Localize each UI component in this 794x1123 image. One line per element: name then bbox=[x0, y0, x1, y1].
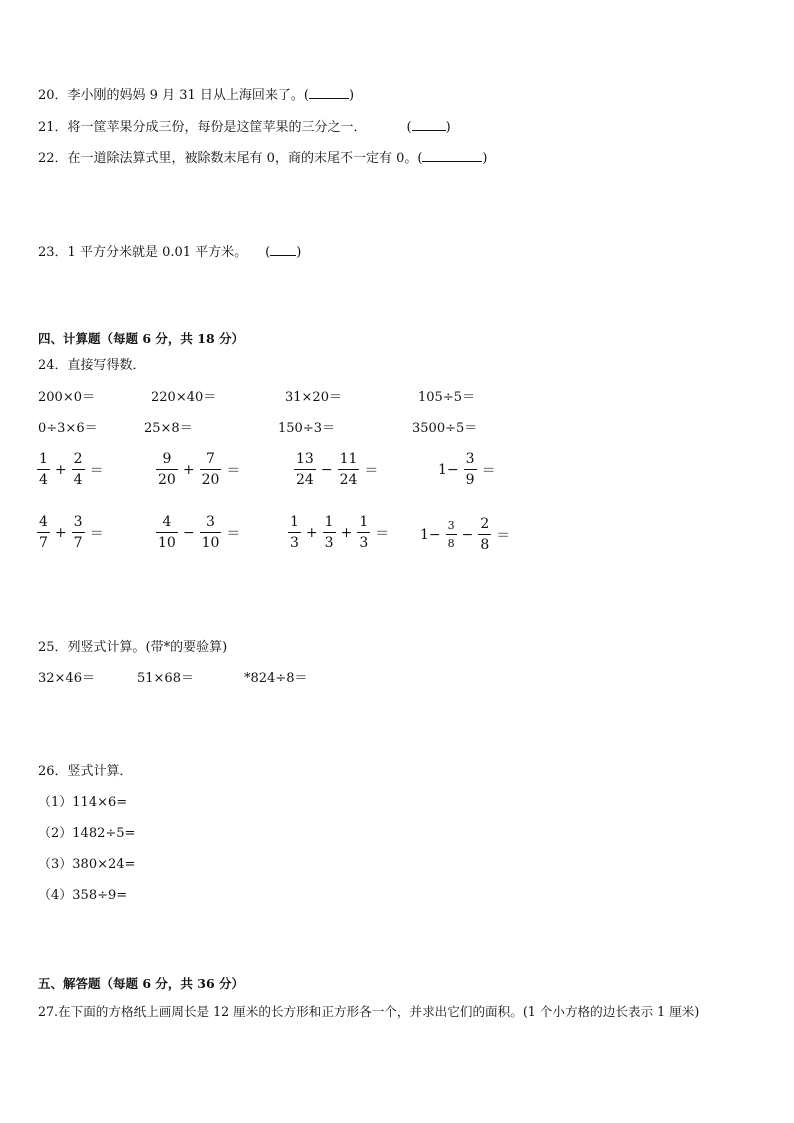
calc-item: （2）1482÷5= bbox=[38, 826, 136, 841]
fraction-expression: $\frac{9}{20}$ + $\frac{7}{20}$ ＝ bbox=[158, 451, 241, 488]
fraction: $\frac{1}{3}$ bbox=[359, 514, 369, 551]
fraction: $\frac{13}{24}$ bbox=[296, 451, 314, 488]
fraction: $\frac{1}{3}$ bbox=[324, 514, 334, 551]
calc-item: （4）358÷9= bbox=[38, 888, 128, 903]
fraction-expression: 1− $\frac{3}{9}$ ＝ bbox=[438, 451, 496, 488]
question-20-text: 20．李小刚的妈妈 9 月 31 日从上海回来了。( bbox=[38, 88, 309, 103]
calc-item: 25×8＝ bbox=[144, 421, 193, 436]
fraction-expression: $\frac{4}{7}$ + $\frac{3}{7}$ ＝ bbox=[39, 514, 104, 551]
fraction: $\frac{2}{4}$ bbox=[73, 451, 83, 488]
answer-blank-21[interactable] bbox=[412, 118, 446, 131]
calc-item: 150÷3＝ bbox=[278, 421, 335, 436]
answer-blank-22[interactable] bbox=[422, 149, 482, 162]
fraction: $\frac{7}{20}$ bbox=[201, 451, 220, 488]
calc-item: 105÷5＝ bbox=[418, 390, 475, 405]
question-20: 20．李小刚的妈妈 9 月 31 日从上海回来了。( ) bbox=[38, 88, 355, 103]
calc-item: 3500÷5＝ bbox=[412, 421, 478, 436]
fraction: $\frac{11}{24}$ bbox=[339, 451, 358, 488]
calc-item: 51×68＝ bbox=[137, 671, 194, 686]
fraction: $\frac{1}{3}$ bbox=[290, 514, 299, 551]
fraction: $\frac{4}{10}$ bbox=[158, 514, 176, 551]
fraction: $\frac{2}{8}$ bbox=[480, 516, 490, 553]
question-23-text: 23．1 平方分米就是 0.01 平方米。 bbox=[38, 245, 248, 260]
fraction: $\frac{3}{10}$ bbox=[201, 514, 220, 551]
calc-item: 0÷3×6＝ bbox=[38, 421, 98, 436]
question-26: 26．竖式计算． bbox=[38, 764, 133, 779]
question-21: 21．将一筐苹果分成三份，每份是这筐苹果的三分之一． ( ) bbox=[38, 120, 451, 135]
fraction: $\frac{1}{4}$ bbox=[39, 451, 48, 488]
fraction: $\frac{3}{8}$ bbox=[447, 519, 455, 550]
fraction: $\frac{9}{20}$ bbox=[158, 451, 176, 488]
calc-item: 220×40＝ bbox=[151, 390, 217, 405]
question-21-text: 21．将一筐苹果分成三份，每份是这筐苹果的三分之一． bbox=[38, 120, 367, 135]
section-5-heading: 五、解答题（每题 6 分，共 36 分） bbox=[38, 976, 245, 991]
answer-blank-23[interactable] bbox=[270, 243, 296, 256]
question-25: 25．列竖式计算。(带*的要验算) bbox=[38, 640, 228, 655]
question-22: 22．在一道除法算式里，被除数末尾有 0，商的末尾不一定有 0。( ) bbox=[38, 151, 488, 166]
calc-item: *824÷8＝ bbox=[244, 671, 308, 686]
calc-item: 200×0＝ bbox=[38, 390, 95, 405]
fraction-expression: $\frac{4}{10}$ − $\frac{3}{10}$ ＝ bbox=[158, 514, 241, 551]
calc-item: （1）114×6= bbox=[38, 795, 128, 810]
fraction-expression: 1− $\frac{3}{8}$ − $\frac{2}{8}$ ＝ bbox=[420, 516, 511, 553]
question-22-text: 22．在一道除法算式里，被除数末尾有 0，商的末尾不一定有 0。( bbox=[38, 151, 423, 166]
question-24: 24．直接写得数． bbox=[38, 358, 146, 373]
fraction-expression: $\frac{13}{24}$ − $\frac{11}{24}$ ＝ bbox=[296, 451, 379, 488]
calc-item: （3）380×24= bbox=[38, 857, 136, 872]
section-4-heading: 四、计算题（每题 6 分，共 18 分） bbox=[38, 331, 245, 346]
fraction: $\frac{3}{7}$ bbox=[73, 514, 83, 551]
question-27: 27.在下面的方格纸上画周长是 12 厘米的长方形和正方形各一个，并求出它们的面积。(1 个小方格的边长表示 1 厘米) bbox=[38, 1004, 700, 1019]
fraction-expression: $\frac{1}{3}$ + $\frac{1}{3}$ + $\frac{1}{3}$ ＝ bbox=[290, 514, 390, 551]
calc-item: 32×46＝ bbox=[38, 671, 95, 686]
fraction: $\frac{3}{9}$ bbox=[465, 451, 475, 488]
fraction: $\frac{4}{7}$ bbox=[39, 514, 48, 551]
fraction-expression: $\frac{1}{4}$ + $\frac{2}{4}$ ＝ bbox=[39, 451, 104, 488]
calc-item: 31×20＝ bbox=[285, 390, 342, 405]
question-23: 23．1 平方分米就是 0.01 平方米。 ( ) bbox=[38, 245, 302, 260]
answer-blank-20[interactable] bbox=[309, 86, 349, 99]
